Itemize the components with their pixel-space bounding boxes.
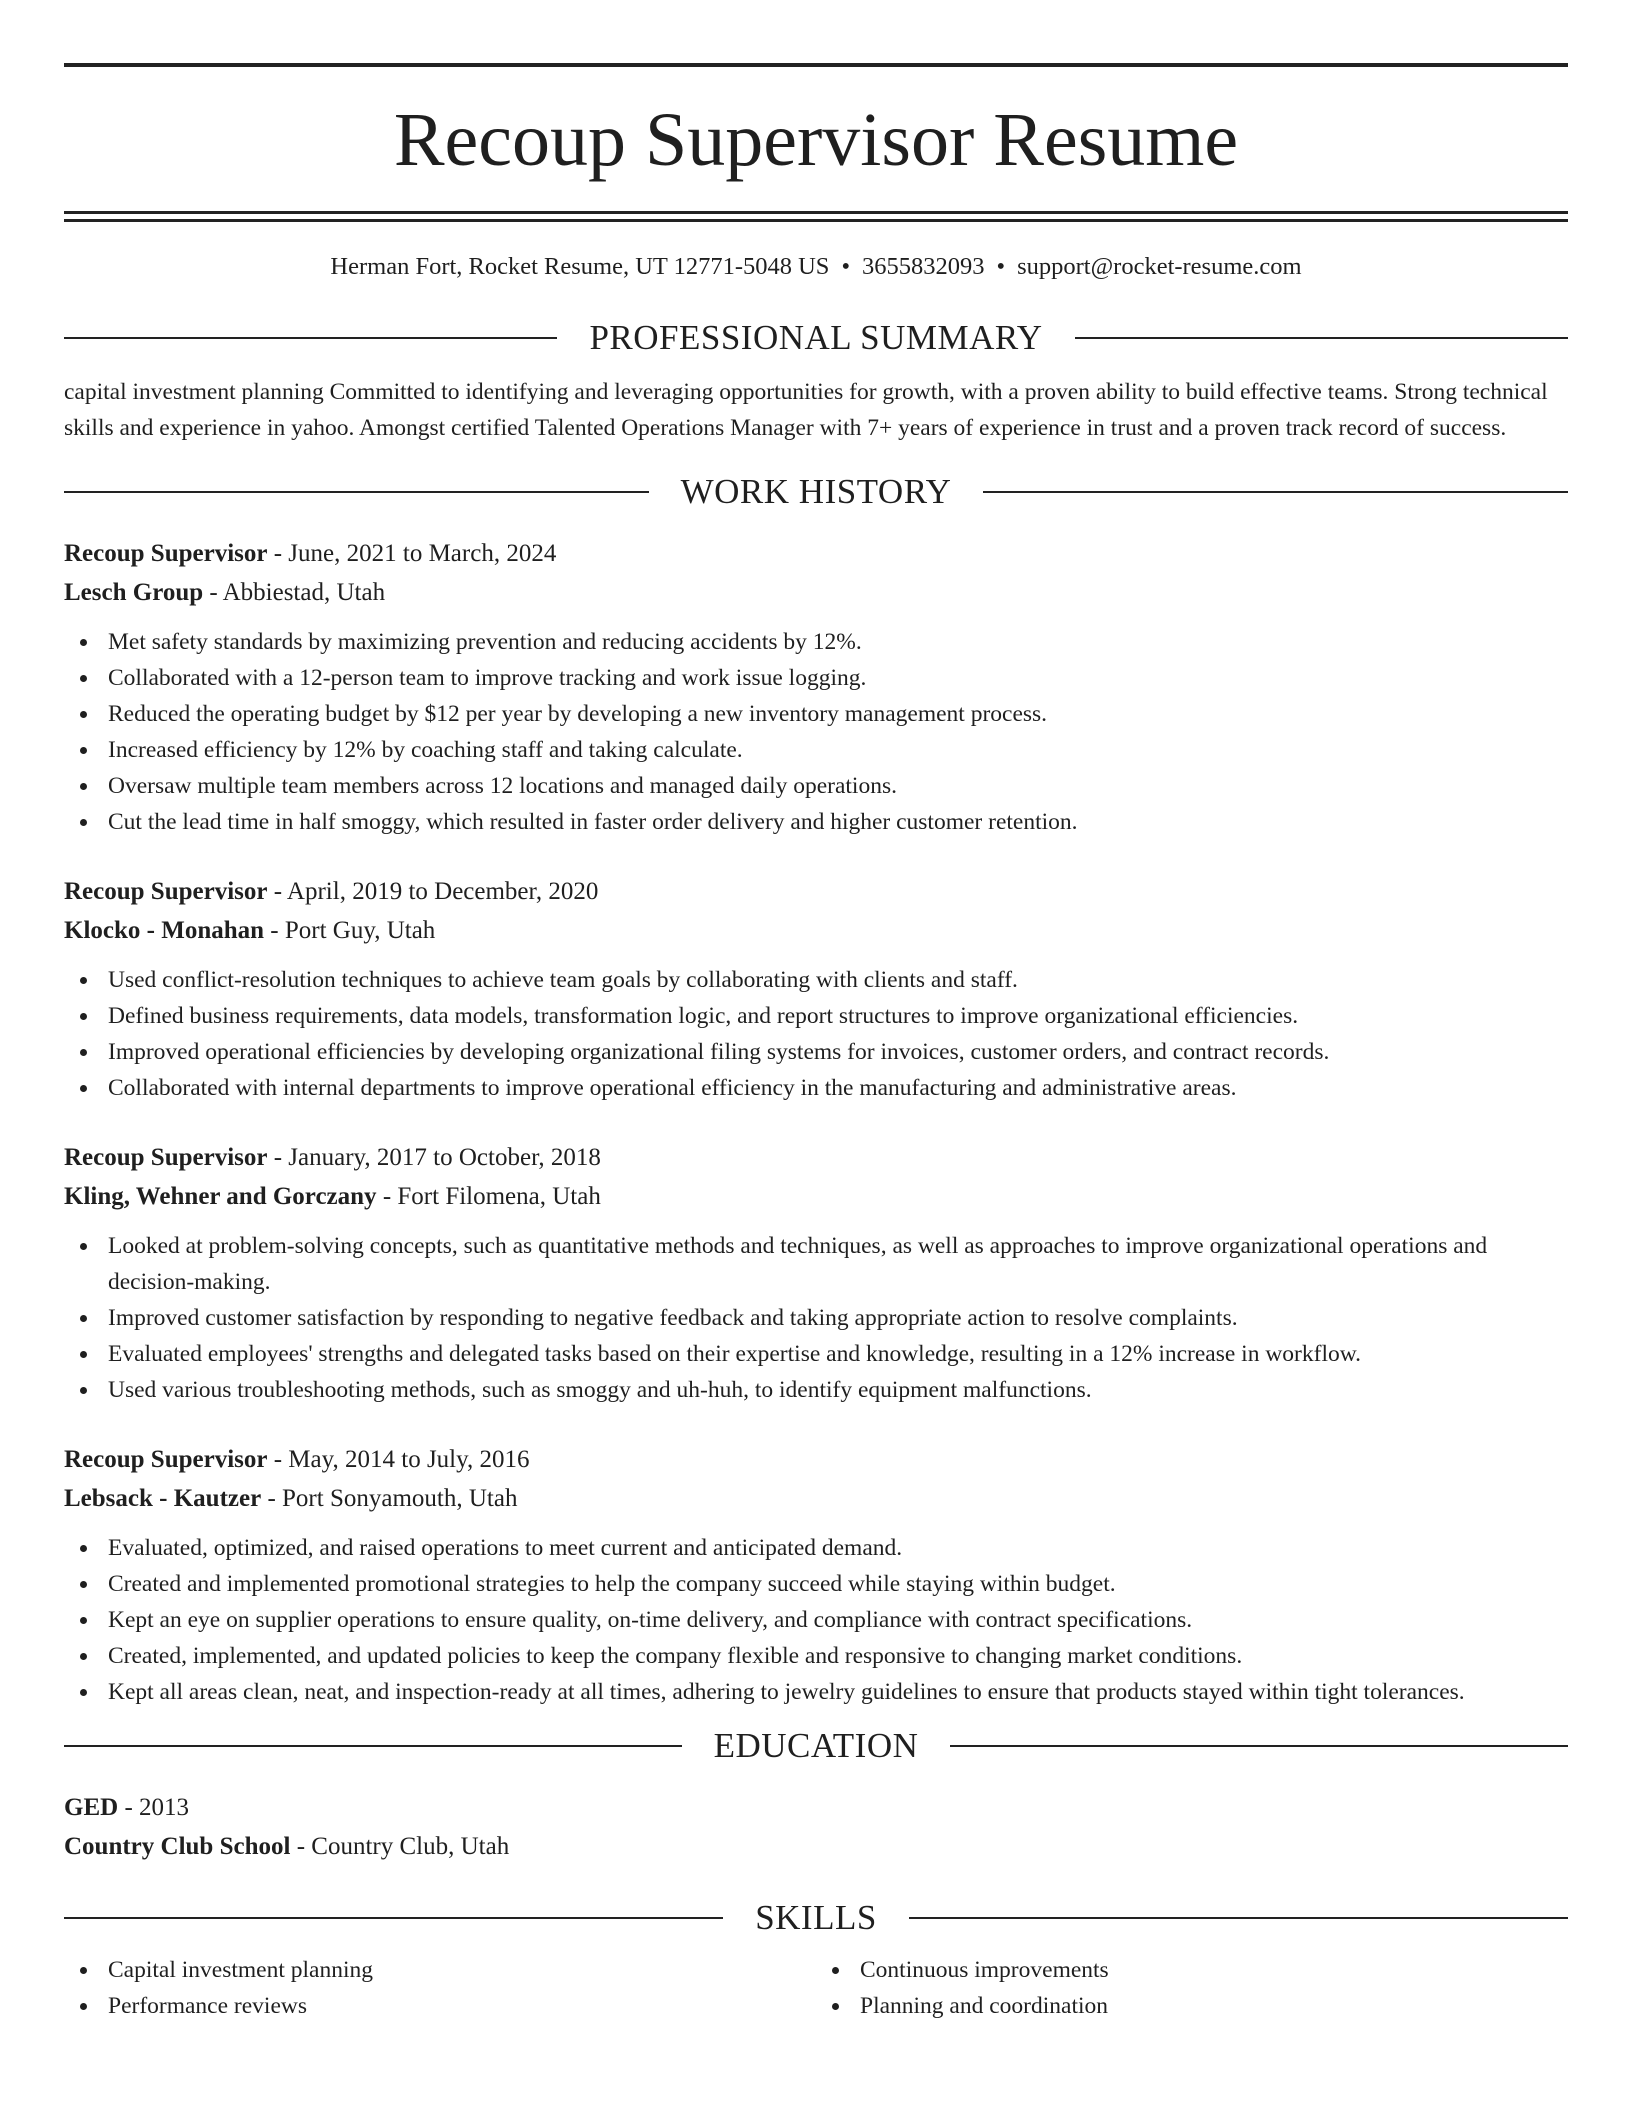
job-company: Klocko - Monahan	[64, 917, 265, 944]
work-entry	[64, 1138, 1568, 1408]
skills-list	[64, 1952, 1568, 2024]
job-bullet: Improved customer satisfaction by responding to negative feedback and taking appropriate action to resolve complaints.	[64, 1300, 1568, 1336]
section-heading-summary	[64, 316, 1568, 360]
heading-rule	[64, 337, 557, 339]
contact-separator: •	[841, 253, 851, 280]
job-title-line	[64, 1440, 1568, 1479]
resume-page	[64, 0, 1568, 2024]
job-location: - Port Guy, Utah	[264, 917, 436, 944]
job-bullet: Defined business requirements, data models, transformation logic, and report structures to improve organizational efficiencies.	[64, 998, 1568, 1034]
work-entry	[64, 1440, 1568, 1710]
work-history-list	[64, 534, 1568, 1710]
section-heading-work	[64, 470, 1568, 514]
job-bullet-list	[64, 1228, 1568, 1408]
job-bullet-list	[64, 962, 1568, 1106]
job-bullet: Evaluated, optimized, and raised operations to meet current and anticipated demand.	[64, 1530, 1568, 1566]
job-bullet: Kept all areas clean, neat, and inspection-ready at all times, adhering to jewelry guidelines to ensure that products stayed within tight tolerances.	[64, 1674, 1568, 1710]
heading-rule	[983, 491, 1568, 493]
job-bullet: Collaborated with internal departments to improve operational efficiency in the manufacturing and administrative areas.	[64, 1070, 1568, 1106]
education-school: Country Club School	[64, 1833, 291, 1860]
job-bullet-list	[64, 624, 1568, 840]
education-location: - Country Club, Utah	[290, 1833, 510, 1860]
job-bullet: Used various troubleshooting methods, such as smoggy and uh-huh, to identify equipment malfunctions.	[64, 1372, 1568, 1408]
heading-rule	[64, 1745, 682, 1747]
job-company-line	[64, 1177, 1568, 1216]
job-bullet: Kept an eye on supplier operations to ensure quality, on-time delivery, and compliance with contract specifications.	[64, 1602, 1568, 1638]
job-company-line	[64, 573, 1568, 612]
job-dates: - May, 2014 to July, 2016	[267, 1446, 530, 1473]
skills-column-right	[816, 1952, 1568, 2024]
job-title-line	[64, 534, 1568, 573]
job-dates: - June, 2021 to March, 2024	[267, 540, 557, 567]
job-location: - Abbiestad, Utah	[203, 579, 386, 606]
job-bullet: Increased efficiency by 12% by coaching staff and taking calculate.	[64, 732, 1568, 768]
job-title: Recoup Supervisor	[64, 540, 268, 567]
work-entry	[64, 534, 1568, 840]
job-bullet: Oversaw multiple team members across 12 locations and managed daily operations.	[64, 768, 1568, 804]
job-bullet: Collaborated with a 12-person team to improve tracking and work issue logging.	[64, 660, 1568, 696]
job-bullet: Cut the lead time in half smoggy, which resulted in faster order delivery and higher customer retention.	[64, 804, 1568, 840]
education-degree-line	[64, 1788, 1568, 1827]
skill-item: Planning and coordination	[816, 1988, 1568, 2024]
top-rule	[64, 63, 1568, 67]
education-year: - 2013	[118, 1794, 190, 1821]
education-school-line	[64, 1827, 1568, 1866]
summary-text: capital investment planning Committed to identifying and leveraging opportunities for growth, with a proven ability to build effective teams. Strong technical skills and experience in yahoo. Amongst certified Talented Operations Manager with 7+ years of experience in trust and a proven track record of success.	[64, 379, 1548, 441]
job-bullet: Created and implemented promotional strategies to help the company succeed while staying within budget.	[64, 1566, 1568, 1602]
section-heading-education	[64, 1724, 1568, 1768]
page-title: Recoup Supervisor Resume	[393, 98, 1239, 182]
section-title: EDUCATION	[713, 1726, 919, 1765]
contact-phone: 3655832093	[862, 253, 985, 280]
skill-item: Capital investment planning	[64, 1952, 816, 1988]
job-bullet: Evaluated employees' strengths and delegated tasks based on their expertise and knowledge, resulting in a 12% increase in workflow.	[64, 1336, 1568, 1372]
job-bullet: Met safety standards by maximizing prevention and reducing accidents by 12%.	[64, 624, 1568, 660]
job-company: Lesch Group	[64, 579, 204, 606]
job-title-line	[64, 1138, 1568, 1177]
skill-item: Continuous improvements	[816, 1952, 1568, 1988]
contact-address: Herman Fort, Rocket Resume, UT 12771-5048 US	[330, 253, 830, 280]
education-entry	[64, 1788, 1568, 1866]
job-dates: - January, 2017 to October, 2018	[267, 1144, 601, 1171]
skills-column-left	[64, 1952, 816, 2024]
job-bullet: Looked at problem-solving concepts, such as quantitative methods and techniques, as well as approaches to improve organizational operations and decision-making.	[64, 1228, 1568, 1300]
heading-rule	[950, 1745, 1568, 1747]
contact-email[interactable]: support@rocket-resume.com	[1017, 253, 1302, 280]
job-title-line	[64, 872, 1568, 911]
heading-rule	[64, 491, 649, 493]
section-title: PROFESSIONAL SUMMARY	[589, 318, 1043, 357]
skill-item: Performance reviews	[64, 1988, 816, 2024]
job-title: Recoup Supervisor	[64, 1144, 268, 1171]
contact-separator: •	[996, 253, 1006, 280]
job-bullet: Improved operational efficiencies by developing organizational filing systems for invoices, customer orders, and contract records.	[64, 1034, 1568, 1070]
job-title: Recoup Supervisor	[64, 1446, 268, 1473]
job-location: - Fort Filomena, Utah	[376, 1183, 601, 1210]
work-entry	[64, 872, 1568, 1106]
job-company: Lebsack - Kautzer	[64, 1485, 262, 1512]
job-bullet: Created, implemented, and updated policies to keep the company flexible and responsive to changing market conditions.	[64, 1638, 1568, 1674]
job-location: - Port Sonyamouth, Utah	[261, 1485, 518, 1512]
heading-rule	[909, 1917, 1568, 1919]
job-company: Kling, Wehner and Gorczany	[64, 1183, 377, 1210]
job-company-line	[64, 911, 1568, 950]
job-title: Recoup Supervisor	[64, 878, 268, 905]
job-bullet-list	[64, 1530, 1568, 1710]
job-company-line	[64, 1479, 1568, 1518]
job-bullet: Reduced the operating budget by $12 per year by developing a new inventory management process.	[64, 696, 1568, 732]
section-heading-skills	[64, 1896, 1568, 1940]
section-title: WORK HISTORY	[680, 472, 952, 511]
job-dates: - April, 2019 to December, 2020	[267, 878, 599, 905]
education-degree: GED	[64, 1794, 119, 1821]
job-bullet: Used conflict-resolution techniques to achieve team goals by collaborating with clients and staff.	[64, 962, 1568, 998]
title-double-rule	[64, 211, 1568, 222]
heading-rule	[1075, 337, 1568, 339]
heading-rule	[64, 1917, 723, 1919]
section-title: SKILLS	[755, 1898, 877, 1937]
contact-line	[64, 252, 1568, 282]
